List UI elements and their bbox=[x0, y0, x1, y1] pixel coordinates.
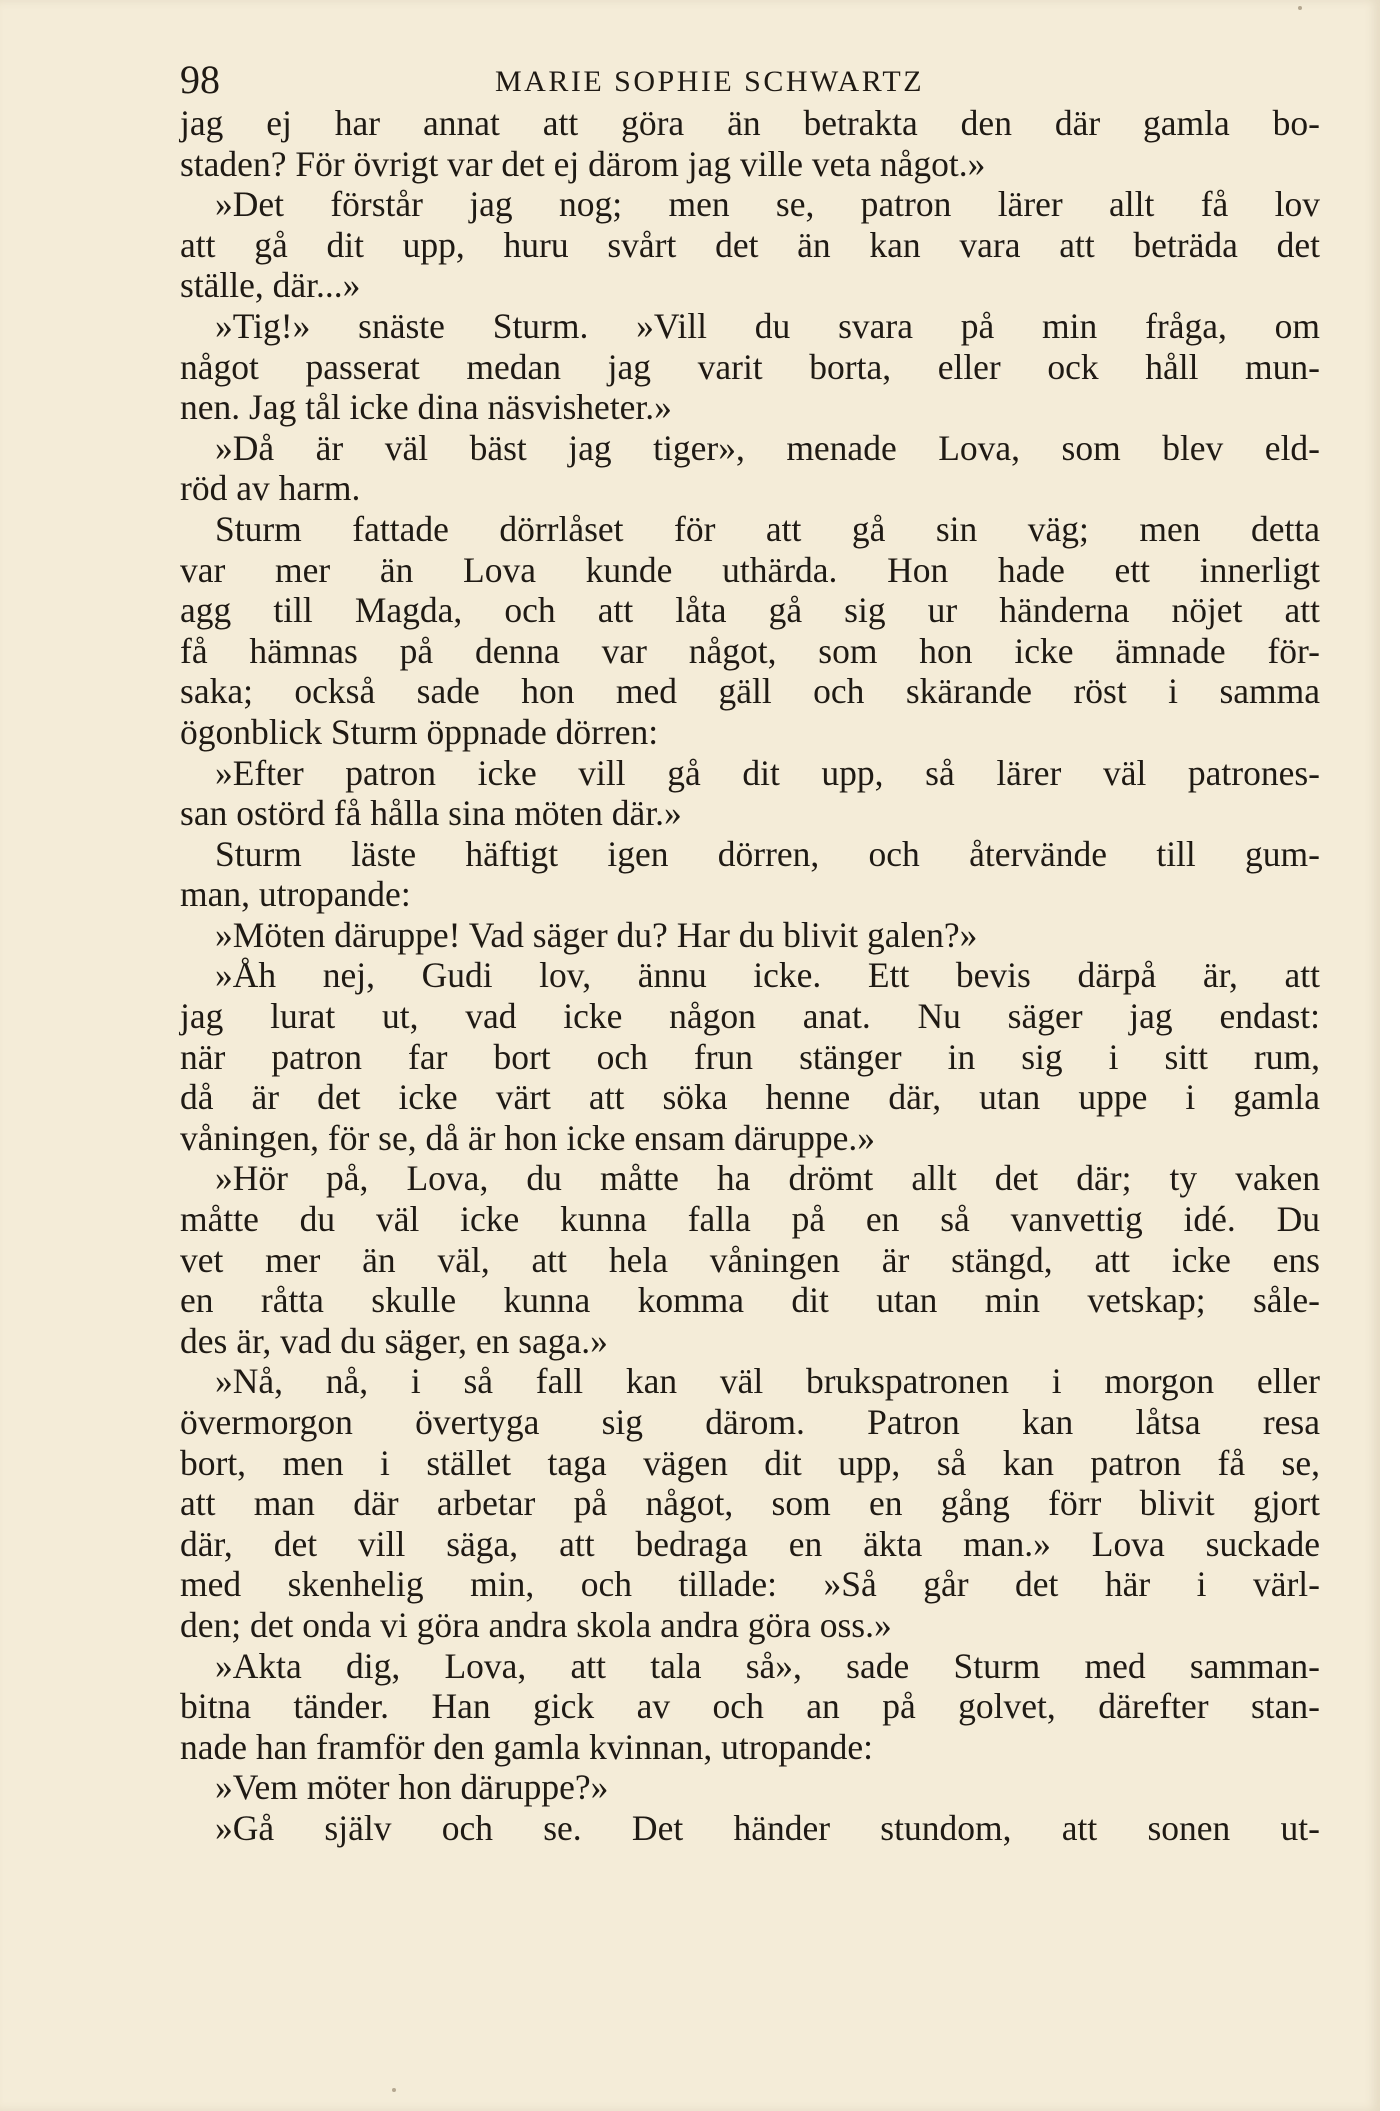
text-line: jag lurat ut, vad icke någon anat. Nu säger jag endast: bbox=[180, 996, 1320, 1037]
text-line: den; det onda vi göra andra skola andra göra oss.» bbox=[180, 1604, 892, 1645]
text-line: få hämnas på denna var något, som hon icke ämnade för- bbox=[180, 630, 1320, 671]
text-line: nen. Jag tål icke dina näsvisheter.» bbox=[180, 387, 672, 428]
text-line: »Möten däruppe! Vad säger du? Har du blivit galen?» bbox=[215, 914, 978, 955]
text-line: då är det icke värt att söka henne där, utan uppe i gamla bbox=[180, 1077, 1320, 1118]
body-text bbox=[180, 103, 1320, 1849]
text-line: ställe, där...» bbox=[180, 265, 361, 306]
text-line: att man där arbetar på något, som en gång förr blivit gjort bbox=[180, 1483, 1320, 1524]
text-line: »Akta dig, Lova, att tala så», sade Sturm med samman- bbox=[215, 1645, 1320, 1686]
running-head bbox=[180, 58, 1320, 102]
text-line: vet mer än väl, att hela våningen är stängd, att icke ens bbox=[180, 1239, 1320, 1280]
running-title: MARIE SOPHIE SCHWARTZ bbox=[495, 65, 925, 98]
text-line: våningen, för se, då är hon icke ensam däruppe.» bbox=[180, 1117, 875, 1158]
text-line: des är, vad du säger, en saga.» bbox=[180, 1320, 608, 1361]
text-line: »Tig!» snäste Sturm. »Vill du svara på min fråga, om bbox=[215, 305, 1320, 346]
scan-margin bbox=[1380, 0, 1400, 2111]
text-line: bort, men i stället taga vägen dit upp, så kan patron få se, bbox=[180, 1442, 1320, 1483]
text-line: saka; också sade hon med gäll och skärande röst i samma bbox=[180, 671, 1320, 712]
text-line: där, det vill säga, att bedraga en äkta man.» Lova suckade bbox=[180, 1523, 1320, 1564]
text-line: »Gå själv och se. Det händer stundom, att sonen ut- bbox=[215, 1807, 1320, 1848]
text-line: »Hör på, Lova, du måtte ha drömt allt det där; ty vaken bbox=[215, 1158, 1320, 1199]
text-line: »Vem möter hon däruppe?» bbox=[215, 1767, 609, 1808]
text-line: san ostörd få hålla sina möten där.» bbox=[180, 793, 682, 834]
paper-speck bbox=[392, 2088, 396, 2092]
text-line: med skenhelig min, och tillade: »Så går det här i värl- bbox=[180, 1564, 1320, 1605]
text-line: bitna tänder. Han gick av och an på golvet, därefter stan- bbox=[180, 1686, 1320, 1727]
text-line: »Efter patron icke vill gå dit upp, så lärer väl patrones- bbox=[215, 752, 1320, 793]
text-line: staden? För övrigt var det ej därom jag ville veta något.» bbox=[180, 143, 986, 184]
text-line: ögonblick Sturm öppnade dörren: bbox=[180, 711, 659, 752]
text-line: röd av harm. bbox=[180, 468, 361, 509]
text-line: något passerat medan jag varit borta, eller ock håll mun- bbox=[180, 346, 1320, 387]
page-number: 98 bbox=[180, 57, 220, 102]
text-line: nade han framför den gamla kvinnan, utropande: bbox=[180, 1726, 873, 1767]
text-line: var mer än Lova kunde uthärda. Hon hade ett innerligt bbox=[180, 549, 1320, 590]
text-line: jag ej har annat att göra än betrakta den där gamla bo- bbox=[180, 103, 1320, 143]
text-line: »Nå, nå, i så fall kan väl brukspatronen i morgon eller bbox=[215, 1361, 1320, 1402]
text-line: man, utropande: bbox=[180, 874, 411, 915]
text-line: Sturm läste häftigt igen dörren, och återvände till gum- bbox=[215, 833, 1320, 874]
text-line: en råtta skulle kunna komma dit utan min vetskap; såle- bbox=[180, 1280, 1320, 1321]
text-line: Sturm fattade dörrlåset för att gå sin väg; men detta bbox=[215, 508, 1320, 549]
text-line: måtte du väl icke kunna falla på en så vanvettig idé. Du bbox=[180, 1199, 1320, 1240]
text-line: när patron far bort och frun stänger in sig i sitt rum, bbox=[180, 1036, 1320, 1077]
text-line: »Åh nej, Gudi lov, ännu icke. Ett bevis därpå är, att bbox=[215, 955, 1320, 996]
text-line: att gå dit upp, huru svårt det än kan vara att beträda det bbox=[180, 224, 1320, 265]
text-line: övermorgon övertyga sig därom. Patron kan låtsa resa bbox=[180, 1402, 1320, 1442]
text-line: agg till Magda, och att låta gå sig ur händerna nöjet att bbox=[180, 590, 1320, 631]
text-line: »Då är väl bäst jag tiger», menade Lova, som blev eld- bbox=[215, 427, 1320, 468]
paper-speck bbox=[1298, 6, 1302, 10]
text-line: »Det förstår jag nog; men se, patron lärer allt få lov bbox=[215, 184, 1320, 225]
